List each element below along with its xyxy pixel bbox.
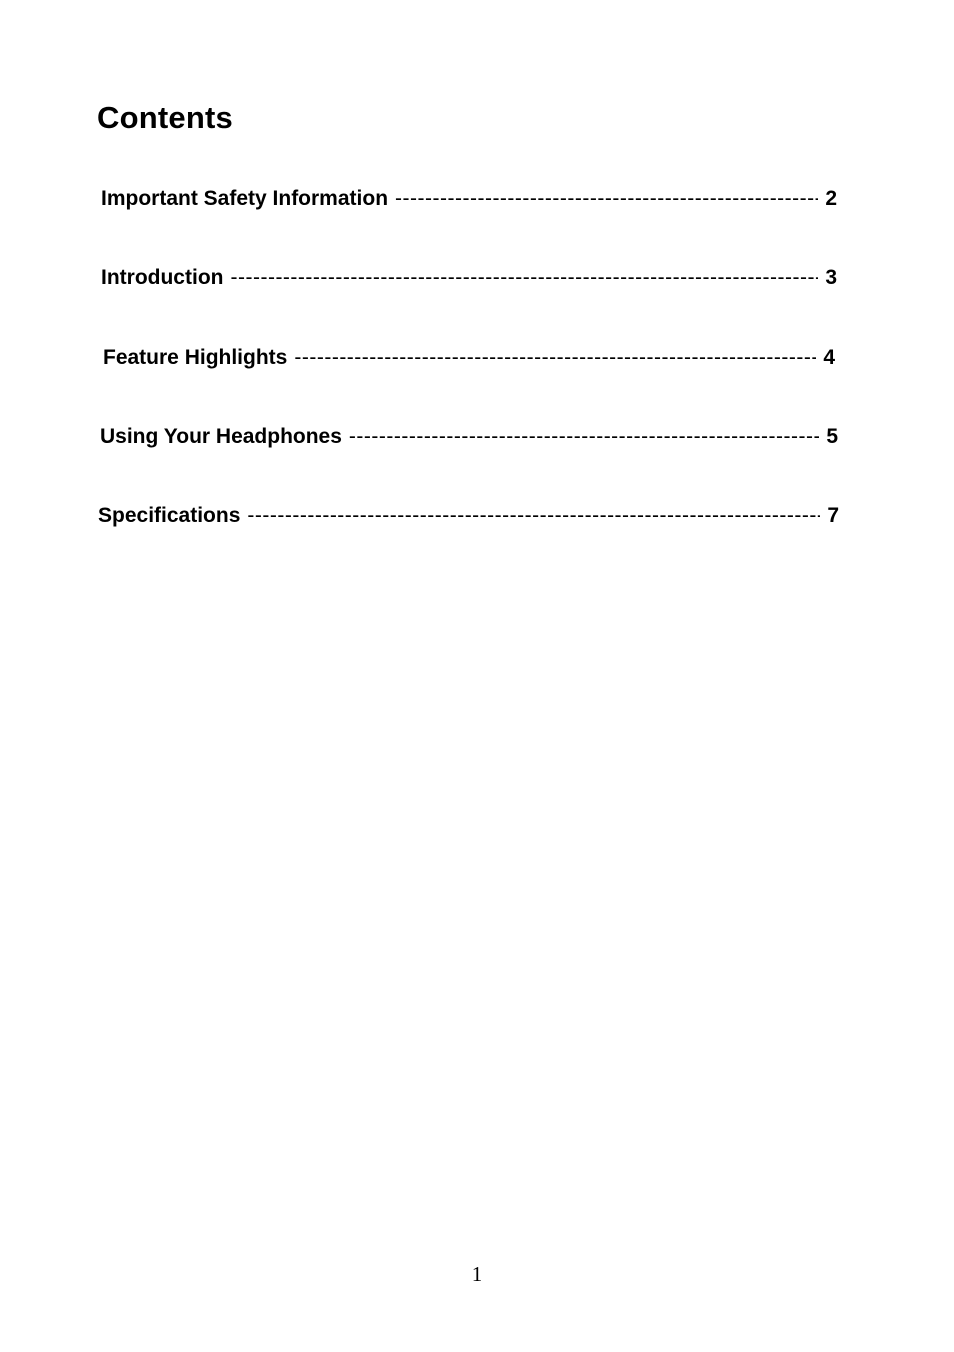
toc-entry-label: Introduction — [101, 266, 224, 289]
toc-entry-using-headphones[interactable] — [100, 422, 838, 452]
toc-entry-label: Using Your Headphones — [100, 425, 342, 448]
toc-entry-page: 3 — [825, 266, 837, 289]
toc-entry-page: 2 — [825, 187, 837, 210]
toc-entry-page: 4 — [823, 346, 835, 369]
toc-entry-introduction[interactable] — [101, 263, 837, 293]
page-title: Contents — [97, 100, 233, 135]
toc-dot-leader — [395, 184, 818, 214]
toc-dot-leader — [247, 501, 820, 531]
toc-entry-label: Specifications — [98, 504, 241, 527]
toc-entry-label: Feature Highlights — [103, 346, 288, 369]
toc-entry-page: 5 — [826, 425, 838, 448]
toc-dot-leader — [349, 422, 819, 452]
toc-entry-safety[interactable] — [101, 184, 837, 214]
toc-entry-feature-highlights[interactable] — [103, 343, 835, 373]
page-number: 1 — [471, 1262, 483, 1286]
toc-entry-specifications[interactable] — [98, 501, 839, 531]
toc-dot-leader — [230, 263, 818, 293]
toc-dot-leader — [294, 343, 816, 373]
toc-entry-page: 7 — [827, 504, 839, 527]
toc-entry-label: Important Safety Information — [101, 187, 389, 210]
